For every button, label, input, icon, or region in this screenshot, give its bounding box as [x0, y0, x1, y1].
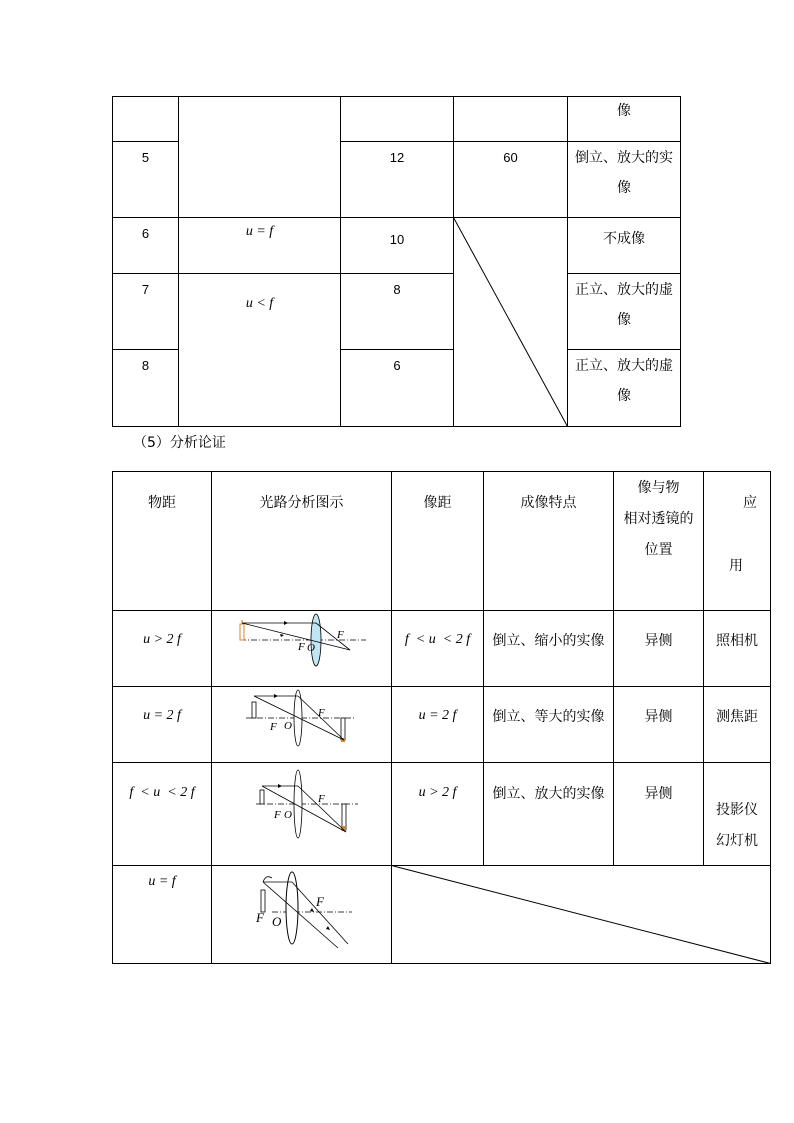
- svg-text:F: F: [274, 809, 281, 821]
- t1-r3-u: 8: [393, 282, 401, 297]
- t2-header-diagram: 光路分析图示: [259, 495, 344, 511]
- t2-r3-features: 倒立、放大的实像: [492, 786, 605, 802]
- t2-r1-application: 照相机: [716, 633, 758, 649]
- t1-r2-image: 不成像: [603, 231, 645, 247]
- t1-r1-u: 12: [389, 150, 405, 165]
- t2-r2-position: 异侧: [644, 709, 673, 725]
- lens-icon: [311, 614, 321, 666]
- candle-icon: [240, 624, 244, 640]
- image-candle-icon: [341, 718, 345, 740]
- t2-r4-u: u = f: [148, 874, 176, 889]
- ray-diagram-u-eq-2f: [244, 688, 356, 760]
- t2-header-object-distance: 物距: [148, 495, 176, 511]
- optical-center-label: O: [307, 642, 315, 654]
- t1-r4-no: 8: [141, 358, 150, 373]
- ray-diagram-f-lt-u-lt-2f: [254, 766, 362, 862]
- candle-icon: [261, 890, 265, 912]
- t2-header-position-line2: 相对透镜的: [623, 511, 694, 527]
- t1-r1-image-line2: 像: [617, 180, 631, 196]
- t2-r3-application-line1: 投影仪: [716, 802, 758, 818]
- t1-r1-v: 60: [503, 150, 518, 165]
- svg-text:O: O: [284, 720, 292, 732]
- t2-header-image-distance: 像距: [423, 495, 452, 511]
- t1-r2-cond: u = f: [245, 224, 274, 239]
- t2-r1-position: 异侧: [644, 633, 673, 649]
- t1-r1-no: 5: [141, 150, 150, 165]
- t2-r2-v: u = 2 f: [418, 708, 457, 723]
- t1-r3-no: 7: [141, 282, 150, 297]
- svg-text:F: F: [318, 793, 325, 805]
- t1-r4-image-line2: 像: [617, 388, 631, 404]
- svg-text:O: O: [284, 809, 292, 821]
- t1-r4-image-line1: 正立、放大的虚: [575, 358, 673, 374]
- t2-r3-v: u > 2 f: [418, 785, 457, 800]
- focus-label-right: F: [337, 629, 344, 641]
- t2-header-position-line1: 像与物: [637, 480, 680, 496]
- t2-r2-features: 倒立、等大的实像: [492, 709, 605, 725]
- t1-r1-image-line1: 倒立、放大的实: [575, 150, 673, 166]
- candle-icon: [252, 702, 256, 718]
- t2-r3-u: f < u < 2 f: [129, 785, 195, 800]
- t2-r2-u: u = 2 f: [143, 708, 181, 723]
- t2-r1-u: u > 2 f: [143, 632, 181, 647]
- candle-icon: [260, 790, 264, 804]
- t1-r3-cond: u < f: [245, 296, 274, 311]
- t1-r2-no: 6: [141, 226, 150, 241]
- ray-diagram-u-gt-2f: [236, 612, 370, 672]
- t2-header-application-line2: 用: [729, 558, 743, 574]
- svg-text:F: F: [256, 910, 264, 925]
- t2-r1-v: f < u < 2 f: [404, 632, 471, 647]
- t2-r3-position: 异侧: [644, 786, 673, 802]
- t1-r3-image-line1: 正立、放大的虚: [575, 282, 673, 298]
- t2-header-features: 成像特点: [520, 495, 577, 511]
- t2-header-position-line3: 位置: [644, 542, 673, 558]
- section-title: （5）分析论证: [133, 435, 226, 451]
- t1-r3-image-line2: 像: [617, 312, 631, 328]
- t1-r0-image: 像: [617, 103, 631, 119]
- svg-text:F: F: [270, 721, 277, 733]
- t2-r2-application: 测焦距: [716, 709, 758, 725]
- ray-diagram-u-eq-f: [252, 868, 356, 962]
- t1-r2-u: 10: [389, 232, 405, 247]
- t2-r3-application-line2: 幻灯机: [716, 833, 758, 849]
- t2-r1-features: 倒立、缩小的实像: [492, 633, 605, 649]
- svg-text:F: F: [316, 894, 324, 909]
- t1-r4-u: 6: [393, 358, 401, 373]
- svg-text:O: O: [272, 914, 282, 929]
- svg-text:F: F: [318, 707, 325, 719]
- focus-label: F: [298, 641, 305, 653]
- t2-header-application-line1: 应: [743, 495, 757, 511]
